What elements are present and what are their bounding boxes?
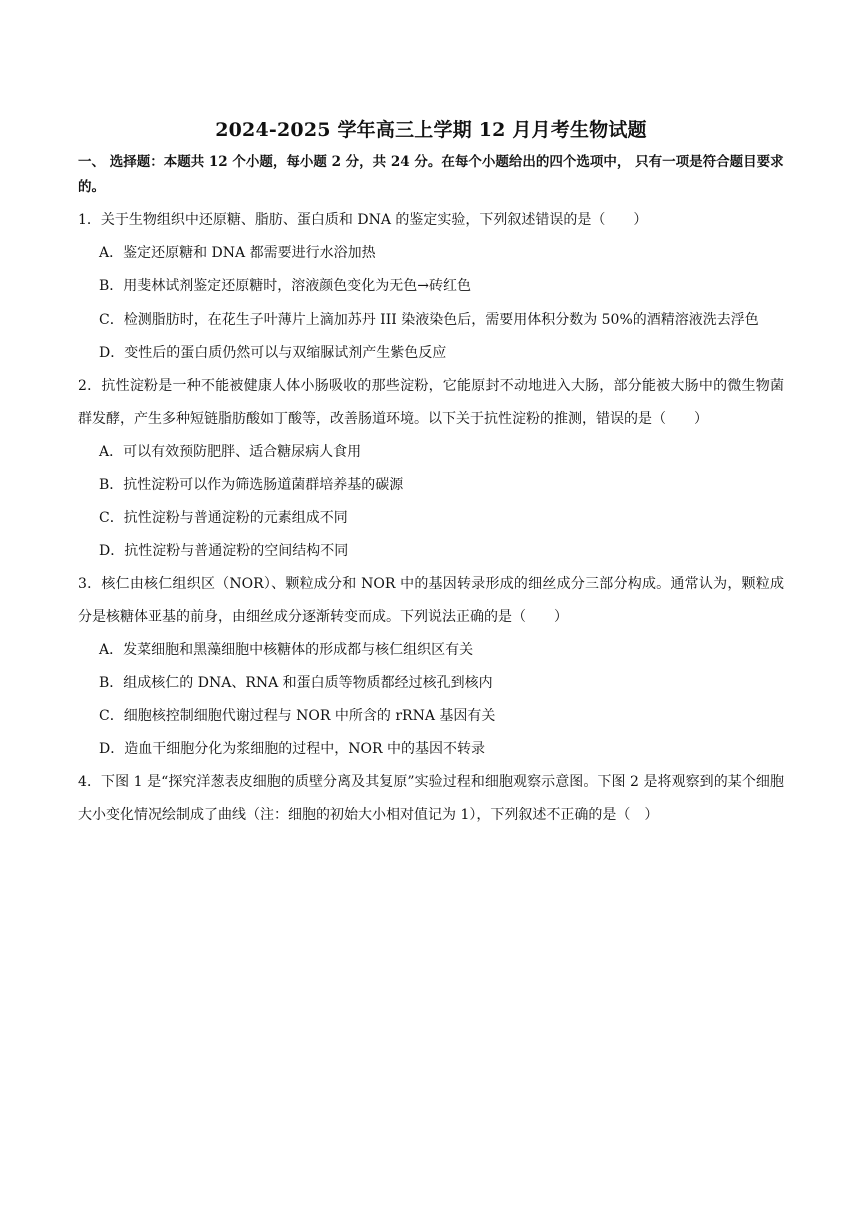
question-1-option-a: A．鉴定还原糖和 DNA 都需要进行水浴加热	[99, 245, 376, 261]
section-heading: 一、 选择题：本题共 12 个小题，每小题 2 分，共 24 分。在每个小题给出的四个选项中， 只有一项是符合题目要求的。	[78, 154, 784, 195]
question-2-option-a: A．可以有效预防肥胖、适合糖尿病人食用	[99, 444, 362, 460]
question-3-stem: 3．核仁由核仁组织区（NOR）、颗粒成分和 NOR 中的基因转录形成的细丝成分三部分构成。通常认为，颗粒成分是核糖体亚基的前身，由细丝成分逐渐转变而成。下列说法正确的是（ ）	[78, 576, 784, 625]
question-2-option-d: D．抗性淀粉与普通淀粉的空间结构不同	[99, 543, 349, 559]
question-2-stem: 2．抗性淀粉是一种不能被健康人体小肠吸收的那些淀粉，它能原封不动地进入大肠，部分能被大肠中的微生物菌群发酵，产生多种短链脂肪酸如丁酸等，改善肠道环境。以下关于抗性淀粉的推测，错误的是（ ）	[78, 378, 784, 427]
figure-placeholder	[78, 832, 784, 1172]
question-3-option-a: A．发菜细胞和黑藻细胞中核糖体的形成都与核仁组织区有关	[99, 642, 474, 658]
question-1-option-b: B．用斐林试剂鉴定还原糖时，溶液颜色变化为无色→砖红色	[99, 278, 472, 294]
question-1-option-c: C．检测脂肪时，在花生子叶薄片上滴加苏丹 III 染液染色后，需要用体积分数为 50%的酒精溶液洗去浮色	[99, 312, 759, 328]
question-3-option-b: B．组成核仁的 DNA、RNA 和蛋白质等物质都经过核孔到核内	[99, 675, 493, 691]
question-1-option-d: D．变性后的蛋白质仍然可以与双缩脲试剂产生紫色反应	[99, 345, 447, 361]
question-2-option-b: B．抗性淀粉可以作为筛选肠道菌群培养基的碳源	[99, 477, 404, 493]
question-2-option-c: C．抗性淀粉与普通淀粉的元素组成不同	[99, 510, 348, 526]
question-3-option-c: C．细胞核控制细胞代谢过程与 NOR 中所含的 rRNA 基因有关	[99, 708, 496, 724]
page-title: 2024-2025 学年高三上学期 12 月月考生物试题	[215, 119, 647, 141]
question-4-stem: 4．下图 1 是“探究洋葱表皮细胞的质壁分离及其复原”实验过程和细胞观察示意图。下图 2 是将观察到的某个细胞大小变化情况绘制成了曲线（注：细胞的初始大小相对值记为 1），下列叙述不正确的是（ ）	[78, 774, 784, 823]
question-1-stem: 1．关于生物组织中还原糖、脂肪、蛋白质和 DNA 的鉴定实验，下列叙述错误的是（ ）	[78, 212, 648, 228]
question-3-option-d: D．造血干细胞分化为浆细胞的过程中，NOR 中的基因不转录	[99, 741, 485, 757]
